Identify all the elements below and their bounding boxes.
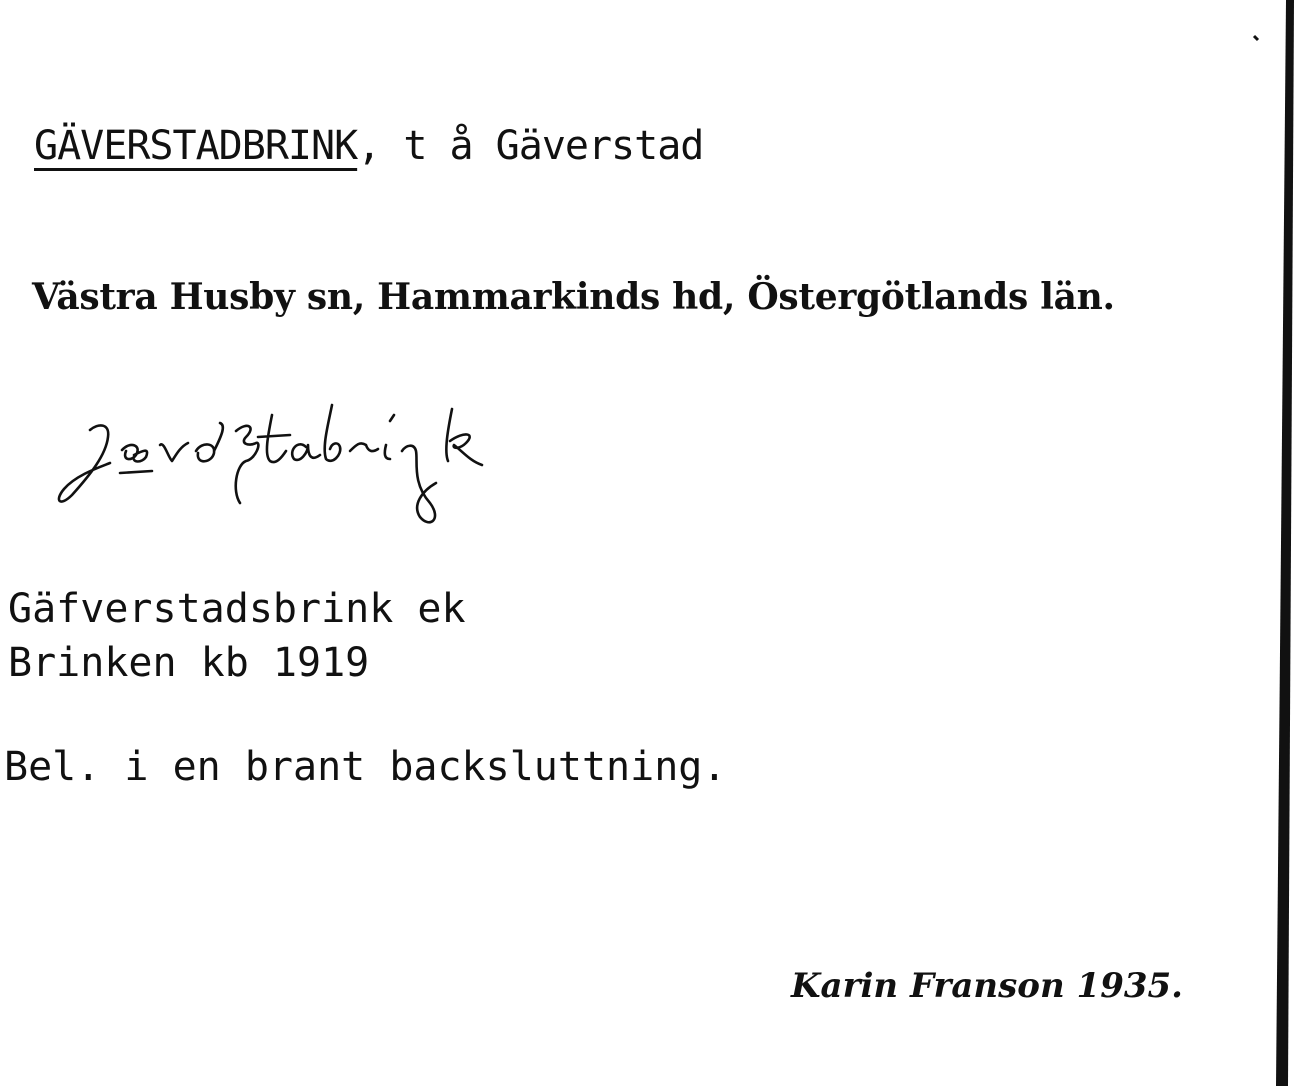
location-line: Västra Husby sn, Hammarkinds hd, Östergötlands län.: [32, 276, 1115, 318]
historical-form-1: Gäfverstadsbrink ek: [8, 586, 466, 632]
headword-line: [34, 123, 704, 169]
signature: Karin Franson 1935.: [790, 966, 1183, 1006]
card-edge-line: [1240, 0, 1299, 1086]
place-name: GÄVERSTADBRINK: [34, 123, 358, 169]
description-line: Bel. i en brant backsluttning.: [4, 744, 727, 790]
place-type: , t å Gäverstad: [357, 123, 704, 169]
historical-form-2: Brinken kb 1919: [8, 640, 370, 686]
handwritten-pronunciation: [50, 395, 540, 530]
